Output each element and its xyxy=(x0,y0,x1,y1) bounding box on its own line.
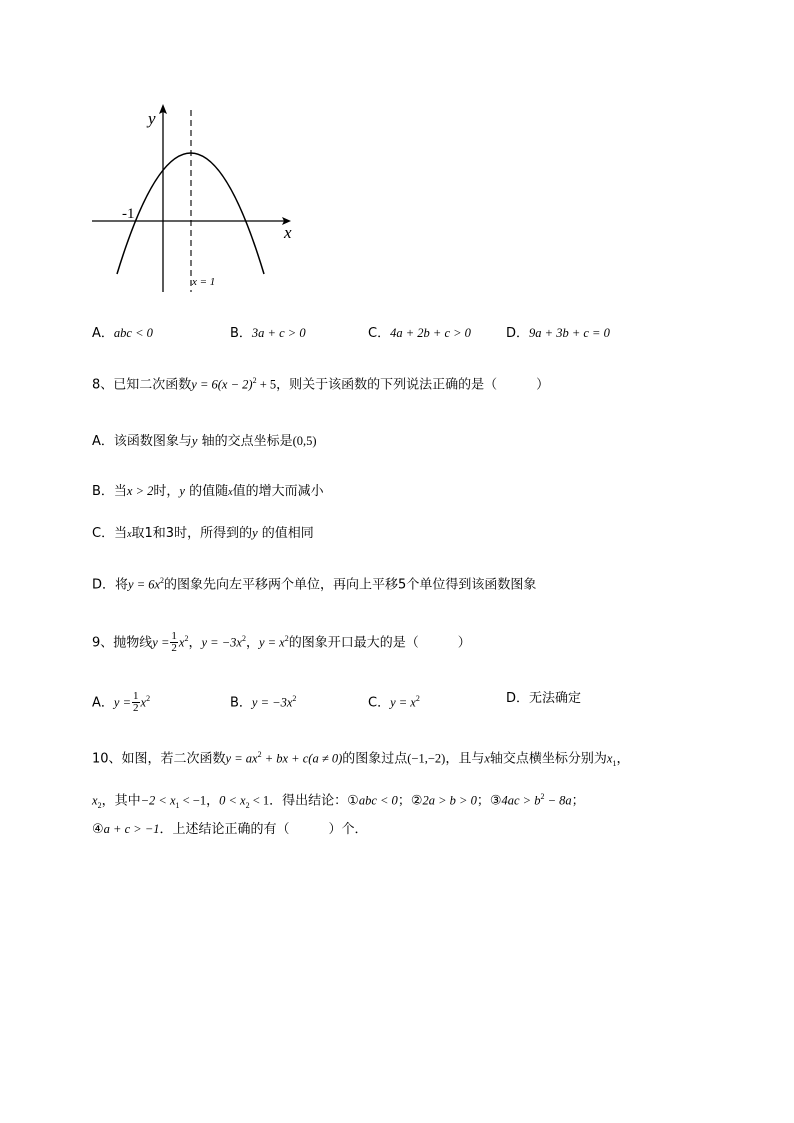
q9-fraction: $\frac{1}{2}$ xyxy=(171,630,177,655)
q10-stem-line2: $x_2$，其中$-2 < x_1 < -1$，$0 < x_2 < 1$．得出结论：①abc < 0；②2a > b > 0；③4ac > $b^2 - 8a$； xyxy=(92,792,585,810)
q9-option-c: C．$y = x^2$ xyxy=(368,694,420,711)
q9-option-d: D．无法确定 xyxy=(506,691,582,706)
q10-stem-line3: ④a + c > −1．上述结论正确的有（ ）个． xyxy=(92,822,368,837)
q8-option-b: B．当x > 2时，y 的值随x值的增大而减小 xyxy=(92,484,324,499)
q8-option-d: D．将$y = 6x^2$的图象先向左平移两个单位，再向上平移5个单位得到该函数图象 xyxy=(92,576,537,593)
q9-stem: 9、抛物线y = $\frac{1}{2}$ $x^2$，$y = -3x^2$，$y = x^2$的图象开口最大的是（ ） xyxy=(92,630,471,655)
q7-option-b: B．3a + c > 0 xyxy=(230,326,306,341)
q8-option-a: A．该函数图象与y 轴的交点坐标是(0,5) xyxy=(92,434,317,449)
q8-stem: 8、已知二次函数$y = 6(x - 2)^2 + 5$，则关于该函数的下列说法正确的是（ ） xyxy=(92,376,550,393)
neg-one-label: -1 xyxy=(122,206,135,222)
q8-option-c: C．当x取1和3时，所得到的y 的值相同 xyxy=(92,526,314,541)
symmetry-axis-label: x = 1 xyxy=(192,276,216,288)
q9-option-b: B．$y = -3x^2$ xyxy=(230,694,297,711)
y-axis-label: y xyxy=(148,109,156,128)
x-axis-label: x xyxy=(284,223,292,242)
q7-option-a: A．abc < 0 xyxy=(92,326,153,341)
parabola-graph xyxy=(88,100,308,300)
q10-stem-line1: 10、如图，若二次函数$y = ax^2$ + bx + c(a ≠ 0)的图象过点(−1,−2)，且与x轴交点横坐标分别为$x_1$， xyxy=(92,750,630,768)
q7-option-d: D．9a + 3b + c = 0 xyxy=(506,326,610,341)
q7-option-c: C．4a + 2b + c > 0 xyxy=(368,326,471,341)
q9-option-a: A．y = $\frac{1}{2}$ $x^2$ xyxy=(92,690,151,715)
